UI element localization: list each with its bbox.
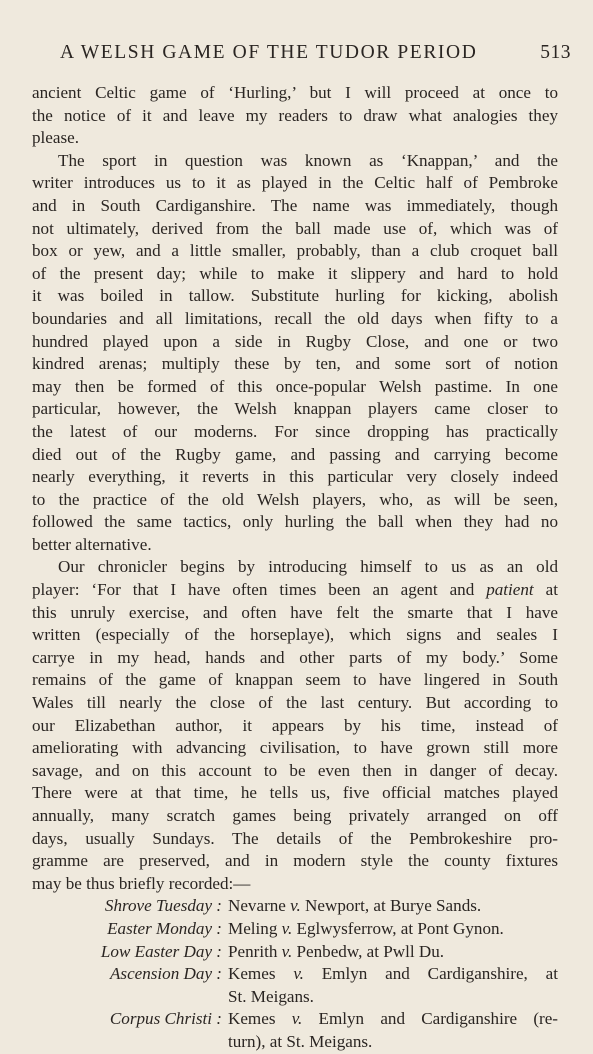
text-line: the latest of our moderns. For since dropping has practically [32,421,558,441]
text-line: particular, however, the Welsh knappan players came closer to [32,399,558,419]
text-line: to the practice of the old Welsh players, who, as will be seen, [32,489,558,509]
fixture-entry [32,941,558,964]
fixture-day: Ascension Day : [109,964,222,984]
text-line: Wales till nearly the close of the last century. But according to [32,693,558,713]
text-line: may be thus briefly recorded:— [32,873,251,893]
text-line: may then be formed of this once-popular Welsh pastime. In one [32,376,558,396]
text-line: written (especially of the horseplaye), which signs and seales I [32,625,558,645]
text-line: writer introduces us to it as played in the Celtic half of Pembroke [32,173,558,193]
paragraph [32,556,558,895]
fixture-detail-line: Kemes v. Emlyn and Cardiganshire (re- [228,1009,559,1029]
text-line: ameliorating with advancing civilisation, to have grown still more [32,738,558,758]
text-line: and in South Cardiganshire. The name was immediately, though [32,195,558,215]
text-line: Our chronicler begins by introducing himself to us as an old [58,557,558,577]
text-line: please. [32,128,79,148]
paragraphs [32,82,558,895]
fixture-entry [32,918,558,941]
fixture-detail [228,918,558,941]
text-line: The sport in question was known as ‘Knappan,’ and the [58,150,558,170]
text-line: player: ‘For that I have often times been an agent and patient at [32,580,558,600]
running-header [60,42,571,68]
text-line: carrye in my head, hands and other parts of my body.’ Some [32,647,558,667]
fixture-entry [32,963,558,1008]
fixture-day: Easter Monday : [107,918,222,938]
text-line: days, usually Sundays. The details of the Pembrokeshire pro- [32,828,558,848]
text-line: box or yew, and a little smaller, probably, than a club croquet ball [32,241,558,261]
fixture-detail [228,1008,558,1053]
fixture-detail [228,963,558,1008]
text-line: hundred played upon a side in Rugby Close, and one or two [32,331,558,351]
text-line: annually, many scratch games being privately arranged on off [32,806,558,825]
fixture-day: Low Easter Day : [100,941,222,961]
fixture-entry [32,895,558,918]
fixture-detail-line: Meling v. Eglwysferrow, at Pont Gynon. [228,918,504,938]
fixture-day: Shrove Tuesday : [104,896,222,916]
fixture-list [32,895,558,1053]
fixture-detail-line: Penrith v. Penbedw, at Pwll Du. [228,941,445,961]
fixture-detail-line: turn), at St. Meigans. [228,1031,373,1051]
text-line: died out of the Rugby game, and passing and carrying become [32,444,558,464]
text-line: There were at that time, he tells us, five official matches played [32,783,558,803]
fixture-day: Corpus Christi : [109,1009,222,1029]
text-line: followed the same tactics, only hurling the ball when they had no [32,512,558,532]
paragraph [32,82,558,150]
text-line: the notice of it and leave my readers to draw what analogies they [32,105,558,125]
text-line: boundaries and all limitations, recall the old days when fifty to a [32,308,558,328]
text-line: nearly everything, it reverts in this particular very closely indeed [32,467,558,487]
fixture-detail-line: St. Meigans. [228,986,314,1006]
fixture-detail-line: Kemes v. Emlyn and Cardiganshire, at [228,964,558,984]
text-line: this unruly exercise, and often have felt the smarte that I have [32,602,558,622]
body-text [32,82,558,1054]
text-line: kindred arenas; multiply these by ten, and some sort of notion [32,354,558,374]
fixture-detail [228,895,558,918]
fixture-entry [32,1008,558,1053]
text-line: better alternative. [32,534,152,554]
fixture-detail-line: Nevarne v. Newport, at Burye Sands. [228,896,482,916]
fixture-detail [228,941,558,964]
text-line: savage, and on this account to be even then in danger of decay. [32,760,558,780]
text-line: it was boiled in tallow. Substitute hurling for kicking, abolish [32,286,558,306]
text-line: of the present day; while to make it slippery and hard to hold [32,263,558,283]
text-line: remains of the game of knappan seem to have lingered in South [32,670,558,690]
text-line: not ultimately, derived from the ball made use of, which was of [32,218,558,238]
paragraph [32,150,558,557]
text-line: gramme are preserved, and in modern style the county fixtures [32,851,558,871]
page-number: 513 [540,42,571,63]
text-line: our Elizabethan author, it appears by his time, instead of [32,715,558,735]
running-title: A WELSH GAME OF THE TUDOR PERIOD [60,42,478,63]
text-line: ancient Celtic game of ‘Hurling,’ but I will proceed at once to [32,83,558,102]
